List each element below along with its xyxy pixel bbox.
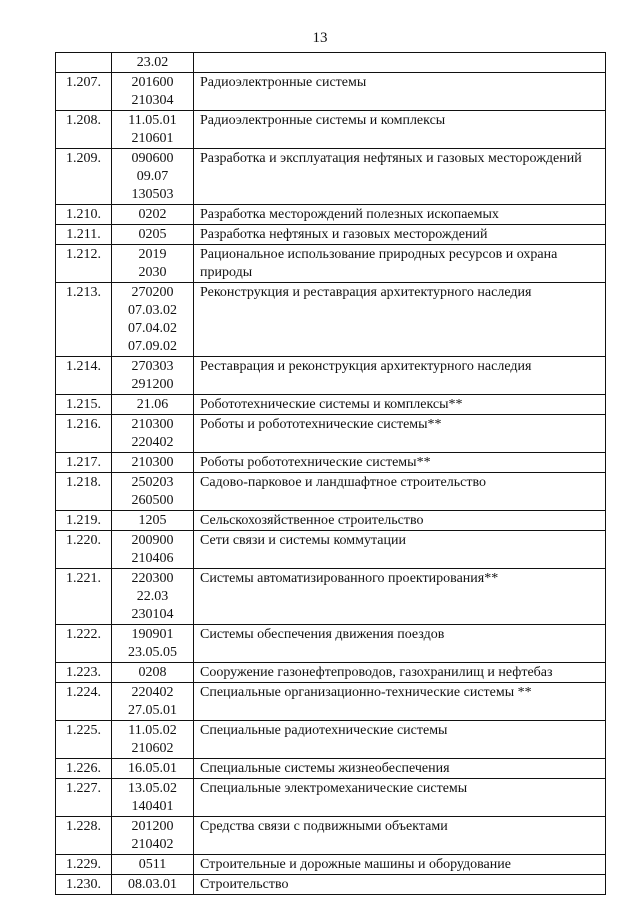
row-number: 1.229. <box>56 855 112 875</box>
page-number: 13 <box>312 30 328 46</box>
specialty-code: 190901 <box>131 627 174 642</box>
specialty-code: 11.05.02 <box>128 723 177 738</box>
specialty-code: 210602 <box>131 741 174 756</box>
specialty-code: 0205 <box>138 227 167 242</box>
specialty-codes <box>112 663 194 683</box>
table-row <box>56 779 606 817</box>
row-number: 1.218. <box>56 473 112 511</box>
table-row <box>56 875 606 895</box>
specialty-name: Реставрация и реконструкция архитектурного наследия <box>194 357 606 395</box>
row-number: 1.211. <box>56 225 112 245</box>
specialty-codes <box>112 149 194 205</box>
specialty-name: Разработка месторождений полезных ископаемых <box>194 205 606 225</box>
specialty-codes <box>112 111 194 149</box>
specialty-code: 2030 <box>138 265 167 280</box>
specialty-code: 21.06 <box>136 397 169 412</box>
specialty-code: 210300 <box>131 455 174 470</box>
specialty-name: Разработка нефтяных и газовых месторождений <box>194 225 606 245</box>
row-number: 1.230. <box>56 875 112 895</box>
specialty-code: 090600 <box>131 151 174 166</box>
table-row <box>56 225 606 245</box>
specialty-name: Специальные радиотехнические системы <box>194 721 606 759</box>
specialty-name: Роботы робототехнические системы** <box>194 453 606 473</box>
specialty-codes <box>112 205 194 225</box>
specialty-name: Строительство <box>194 875 606 895</box>
specialty-code: 210601 <box>131 131 174 146</box>
specialty-code: 13.05.02 <box>128 781 177 796</box>
row-number: 1.212. <box>56 245 112 283</box>
specialty-code: 220402 <box>131 435 174 450</box>
table-row <box>56 283 606 357</box>
specialty-code: 130503 <box>131 187 174 202</box>
table-row <box>56 663 606 683</box>
specialty-code: 0511 <box>138 857 167 872</box>
specialty-name: Робототехнические системы и комплексы** <box>194 395 606 415</box>
table-row <box>56 415 606 453</box>
table-row <box>56 53 606 73</box>
table-row <box>56 149 606 205</box>
row-number: 1.208. <box>56 111 112 149</box>
specialty-name: Садово-парковое и ландшафтное строительство <box>194 473 606 511</box>
table-row <box>56 453 606 473</box>
specialty-name: Строительные и дорожные машины и оборудование <box>194 855 606 875</box>
specialty-codes <box>112 245 194 283</box>
row-number: 1.216. <box>56 415 112 453</box>
specialty-name: Радиоэлектронные системы и комплексы <box>194 111 606 149</box>
table-row <box>56 855 606 875</box>
table-row <box>56 759 606 779</box>
row-number <box>56 53 112 73</box>
specialty-code: 07.04.02 <box>128 321 177 336</box>
specialty-codes <box>112 779 194 817</box>
specialty-code: 140401 <box>131 799 174 814</box>
table-row <box>56 111 606 149</box>
specialty-code: 11.05.01 <box>128 113 177 128</box>
specialty-name: Рациональное использование природных ресурсов и охрана природы <box>194 245 606 283</box>
specialty-code: 23.02 <box>136 55 169 70</box>
specialty-name: Сооружение газонефтепроводов, газохранилищ и нефтебаз <box>194 663 606 683</box>
specialty-codes <box>112 395 194 415</box>
table-row <box>56 395 606 415</box>
row-number: 1.210. <box>56 205 112 225</box>
row-number: 1.214. <box>56 357 112 395</box>
specialty-code: 1205 <box>138 513 167 528</box>
row-number: 1.221. <box>56 569 112 625</box>
specialty-codes <box>112 225 194 245</box>
specialty-codes <box>112 73 194 111</box>
row-number: 1.223. <box>56 663 112 683</box>
specialty-codes <box>112 625 194 663</box>
specialty-codes <box>112 511 194 531</box>
row-number: 1.227. <box>56 779 112 817</box>
specialty-code: 201200 <box>131 819 174 834</box>
specialty-code: 270303 <box>131 359 174 374</box>
specialty-table <box>55 52 606 895</box>
row-number: 1.224. <box>56 683 112 721</box>
specialty-code: 260500 <box>131 493 174 508</box>
specialty-codes <box>112 875 194 895</box>
specialty-name: Роботы и робототехнические системы** <box>194 415 606 453</box>
row-number: 1.225. <box>56 721 112 759</box>
row-number: 1.213. <box>56 283 112 357</box>
specialty-codes <box>112 415 194 453</box>
specialty-code: 270200 <box>131 285 174 300</box>
specialty-name: Разработка и эксплуатация нефтяных и газовых месторождений <box>194 149 606 205</box>
specialty-name: Специальные системы жизнеобеспечения <box>194 759 606 779</box>
specialty-codes <box>112 473 194 511</box>
specialty-name: Реконструкция и реставрация архитектурного наследия <box>194 283 606 357</box>
specialty-code: 210402 <box>131 837 174 852</box>
specialty-code: 27.05.01 <box>128 703 177 718</box>
specialty-name: Средства связи с подвижными объектами <box>194 817 606 855</box>
specialty-name <box>194 53 606 73</box>
specialty-code: 0208 <box>138 665 167 680</box>
table-row <box>56 721 606 759</box>
table-row <box>56 511 606 531</box>
specialty-codes <box>112 855 194 875</box>
specialty-code: 07.09.02 <box>128 339 177 354</box>
specialty-codes <box>112 453 194 473</box>
specialty-code: 210300 <box>131 417 174 432</box>
specialty-codes <box>112 683 194 721</box>
row-number: 1.217. <box>56 453 112 473</box>
table-row <box>56 205 606 225</box>
specialty-code: 200900 <box>131 533 174 548</box>
table-row <box>56 245 606 283</box>
table-row <box>56 625 606 663</box>
table-row <box>56 473 606 511</box>
specialty-code: 220402 <box>131 685 174 700</box>
specialty-name: Сети связи и системы коммутации <box>194 531 606 569</box>
specialty-codes <box>112 817 194 855</box>
specialty-code: 230104 <box>131 607 174 622</box>
row-number: 1.207. <box>56 73 112 111</box>
specialty-code: 291200 <box>131 377 174 392</box>
row-number: 1.226. <box>56 759 112 779</box>
table-row <box>56 357 606 395</box>
specialty-name: Системы автоматизированного проектирования** <box>194 569 606 625</box>
specialty-code: 250203 <box>131 475 174 490</box>
table-body <box>56 53 606 895</box>
specialty-code: 09.07 <box>136 169 169 184</box>
specialty-name: Специальные организационно-технические системы ** <box>194 683 606 721</box>
table-row <box>56 73 606 111</box>
specialty-codes <box>112 721 194 759</box>
specialty-code: 2019 <box>138 247 167 262</box>
row-number: 1.219. <box>56 511 112 531</box>
specialty-codes <box>112 283 194 357</box>
specialty-name: Радиоэлектронные системы <box>194 73 606 111</box>
table-row <box>56 683 606 721</box>
specialty-name: Специальные электромеханические системы <box>194 779 606 817</box>
row-number: 1.209. <box>56 149 112 205</box>
specialty-code: 16.05.01 <box>128 761 177 776</box>
specialty-code: 22.03 <box>136 589 169 604</box>
specialty-code: 201600 <box>131 75 174 90</box>
table-row <box>56 569 606 625</box>
specialty-code: 210406 <box>131 551 174 566</box>
specialty-code: 0202 <box>138 207 167 222</box>
specialty-name: Системы обеспечения движения поездов <box>194 625 606 663</box>
table-row <box>56 531 606 569</box>
row-number: 1.222. <box>56 625 112 663</box>
specialty-codes <box>112 759 194 779</box>
row-number: 1.228. <box>56 817 112 855</box>
specialty-name: Сельскохозяйственное строительство <box>194 511 606 531</box>
specialty-code: 08.03.01 <box>128 877 177 892</box>
specialty-code: 220300 <box>131 571 174 586</box>
specialty-code: 07.03.02 <box>128 303 177 318</box>
row-number: 1.220. <box>56 531 112 569</box>
row-number: 1.215. <box>56 395 112 415</box>
table-row <box>56 817 606 855</box>
specialty-code: 210304 <box>131 93 174 108</box>
specialty-codes <box>112 53 194 73</box>
specialty-code: 23.05.05 <box>128 645 177 660</box>
specialty-codes <box>112 357 194 395</box>
specialty-codes <box>112 531 194 569</box>
specialty-codes <box>112 569 194 625</box>
